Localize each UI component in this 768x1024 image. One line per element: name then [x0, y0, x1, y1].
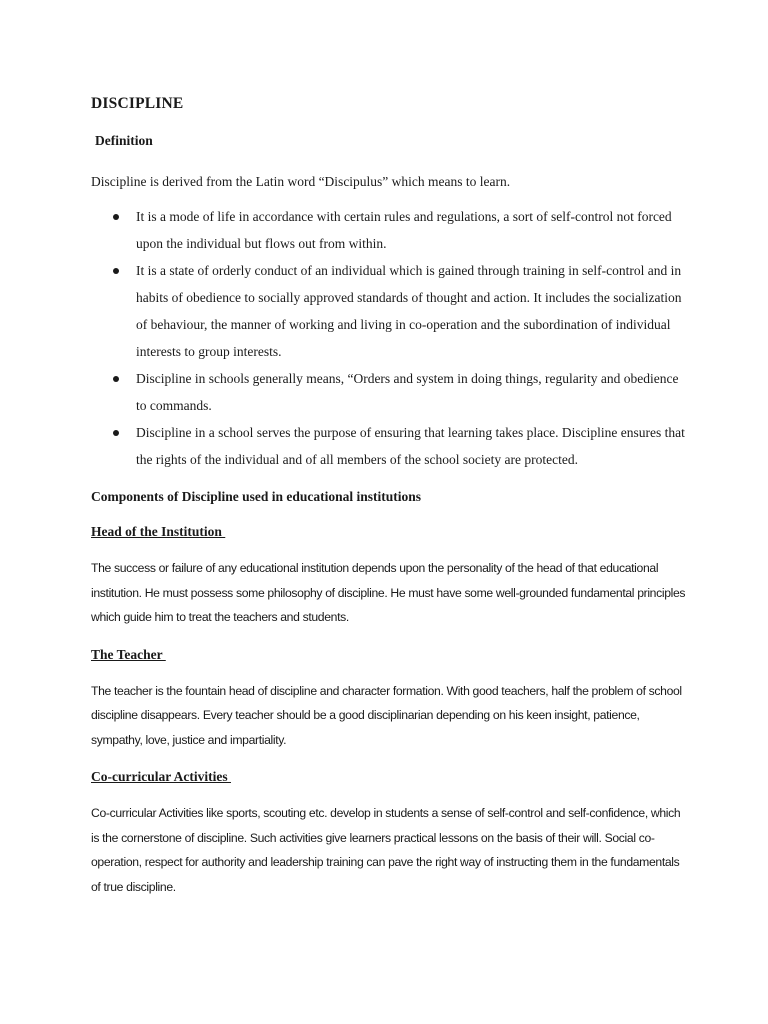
section-heading-co-curricular: Co-curricular Activities: [91, 769, 231, 784]
bullet-item: [91, 257, 687, 365]
bullet-text: It is a state of orderly conduct of an individual which is gained through training in self-control and in habits of obedience to socially approved standards of thought and action. It includes the socialization of behaviour, the manner of working and living in co-operation and the subordination of individual interests to group interests.: [136, 263, 682, 359]
bullet-item: [91, 203, 687, 257]
bullet-item: [91, 365, 687, 419]
bullet-text: It is a mode of life in accordance with certain rules and regulations, a sort of self-control not forced upon the individual but flows out from within.: [136, 209, 672, 251]
section-heading-teacher: The Teacher: [91, 646, 166, 662]
bullet-icon: [113, 268, 119, 274]
bullet-icon: [113, 430, 119, 436]
bullet-text: Discipline in a school serves the purpose of ensuring that learning takes place. Discipline ensures that the rights of the individual and of all members of the school society are protected.: [136, 425, 685, 467]
components-heading: Components of Discipline used in educational institutions: [91, 489, 422, 504]
section-heading-head-of-institution: Head of the Institution: [91, 524, 226, 539]
bullet-icon: [113, 376, 119, 382]
definition-bullet-list: [91, 203, 687, 473]
section-text-co-curricular: Co-curricular Activities like sports, scouting etc. develop in students a sense of self-control and self-confidence, which is the cornerstone of discipline. Such activities give learners practical lessons on the basis of their will. Social co-operation, respect for authority and leadership training can pave the right way of instructing them in the fundamentals of true discipline.: [91, 806, 681, 894]
document-page: [91, 92, 687, 899]
bullet-text: Discipline in schools generally means, “Orders and system in doing things, regularity and obedience to commands.: [136, 371, 679, 413]
section-text-head-of-institution: The success or failure of any educational institution depends upon the personality of the head of that educational institution. He must possess some philosophy of discipline. He must have some well-grounded fundamental principles which guide him to treat the teachers and students.: [91, 561, 686, 624]
document-title: DISCIPLINE: [91, 95, 184, 112]
bullet-icon: [113, 214, 119, 220]
section-text-teacher: The teacher is the fountain head of discipline and character formation. With good teachers, half the problem of school discipline disappears. Every teacher should be a good disciplinarian depending on his keen insight, patience, sympathy, love, justice and impartiality.: [91, 683, 682, 747]
bullet-item: [91, 419, 687, 473]
definition-text: Discipline is derived from the Latin word “Discipulus” which means to learn.: [91, 174, 511, 189]
definition-heading: Definition: [95, 133, 153, 148]
